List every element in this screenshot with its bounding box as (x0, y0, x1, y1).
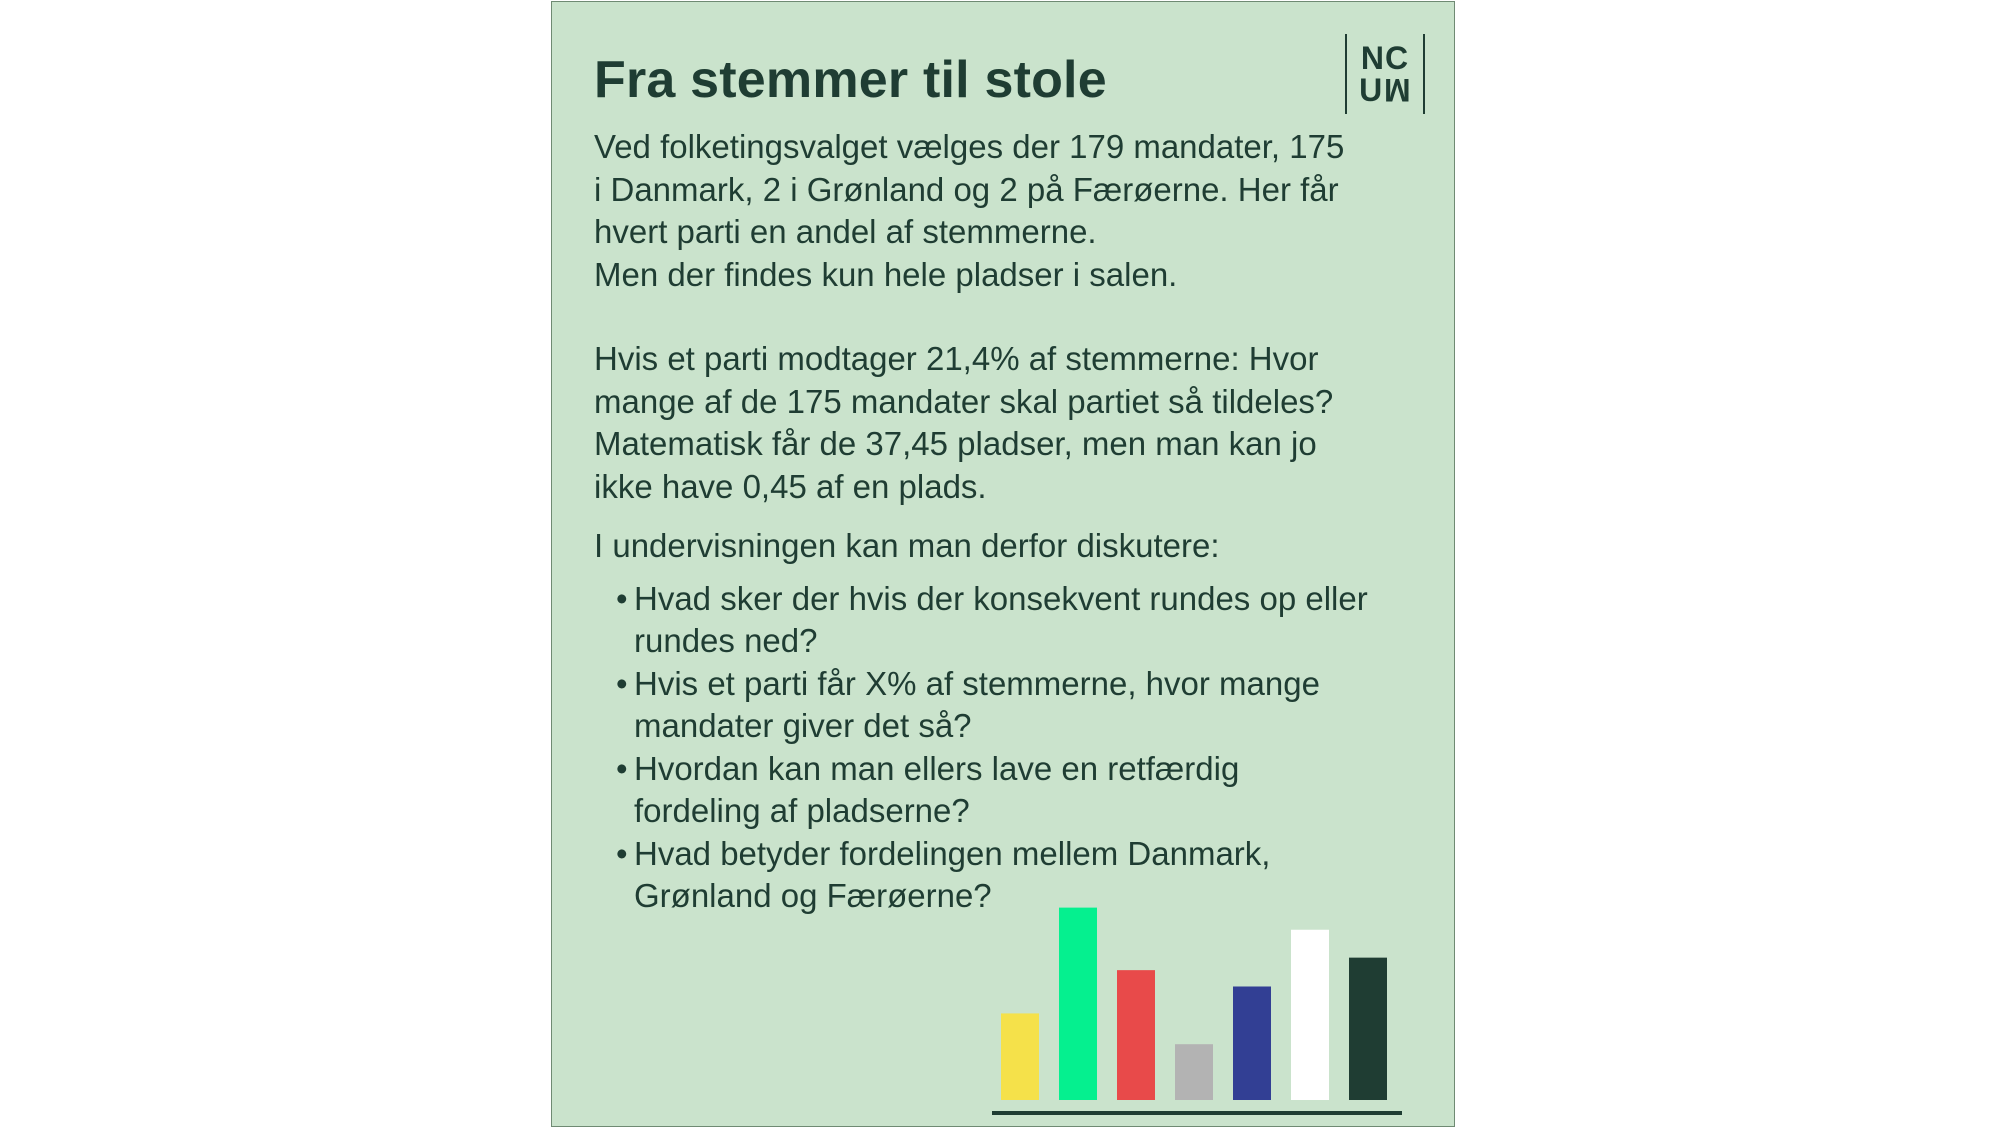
ncum-logo (1345, 34, 1425, 114)
logo-bottom-letters (1359, 74, 1411, 106)
list-item-line: Hvordan kan man ellers lave en retfærdig (634, 749, 1240, 787)
intro-line-3: hvert parti en andel af stemmerne. (594, 213, 1097, 250)
discussion-list (594, 578, 1434, 918)
list-item-line: Hvis et parti får X% af stemmerne, hvor mange (634, 664, 1320, 702)
paragraph-spacer (594, 508, 1434, 525)
logo-letter-u: U (1359, 72, 1384, 108)
list-item (594, 663, 1434, 748)
list-item-line: fordeling af pladserne? (634, 792, 970, 829)
chart-bar (1233, 986, 1271, 1100)
list-item-line: rundes ned? (634, 622, 818, 659)
chart-bar (1349, 958, 1387, 1100)
list-item-line: Hvad betyder fordelingen mellem Danmark, (634, 834, 1271, 872)
chart-bar (1175, 1044, 1213, 1100)
paragraph-spacer (594, 296, 1434, 338)
infographic-card (551, 1, 1455, 1127)
discussion-intro: I undervisningen kan man derfor diskutere: (594, 527, 1220, 564)
bar-chart-illustration (992, 892, 1412, 1122)
page-title: Fra stemmer til stole (594, 51, 1107, 109)
example-line-4: ikke have 0,45 af en plads. (594, 467, 987, 505)
list-item-line: mandater giver det så? (634, 707, 972, 744)
bullet-icon: • (616, 749, 628, 787)
list-item (594, 748, 1434, 833)
list-item-line: Hvad sker der hvis der konsekvent rundes op eller (634, 579, 1368, 617)
example-line-3: Matematisk får de 37,45 pladser, men man kan jo (594, 425, 1317, 462)
list-item (594, 578, 1434, 663)
intro-line-1: Ved folketingsvalget vælges der 179 mandater, 175 (594, 128, 1345, 165)
example-line-2: mange af de 175 mandater skal partiet så tildeles? (594, 382, 1334, 420)
logo-letter-m: M (1383, 72, 1411, 108)
example-line-1: Hvis et parti modtager 21,4% af stemmerne: Hvor (594, 340, 1319, 377)
list-item-line: Grønland og Færøerne? (634, 877, 992, 914)
bullet-icon: • (616, 664, 628, 702)
logo-top-letters: NC (1360, 40, 1410, 76)
intro-line-2: i Danmark, 2 i Grønland og 2 på Færøerne. Her får (594, 170, 1339, 208)
chart-bar (1291, 930, 1329, 1100)
chart-bar (1001, 1013, 1039, 1100)
intro-line-4: Men der findes kun hele pladser i salen. (594, 255, 1178, 293)
body-text (594, 126, 1434, 918)
chart-bar (1117, 970, 1155, 1100)
bullet-icon: • (616, 579, 628, 617)
bullet-icon: • (616, 834, 628, 872)
chart-bar (1059, 908, 1097, 1100)
